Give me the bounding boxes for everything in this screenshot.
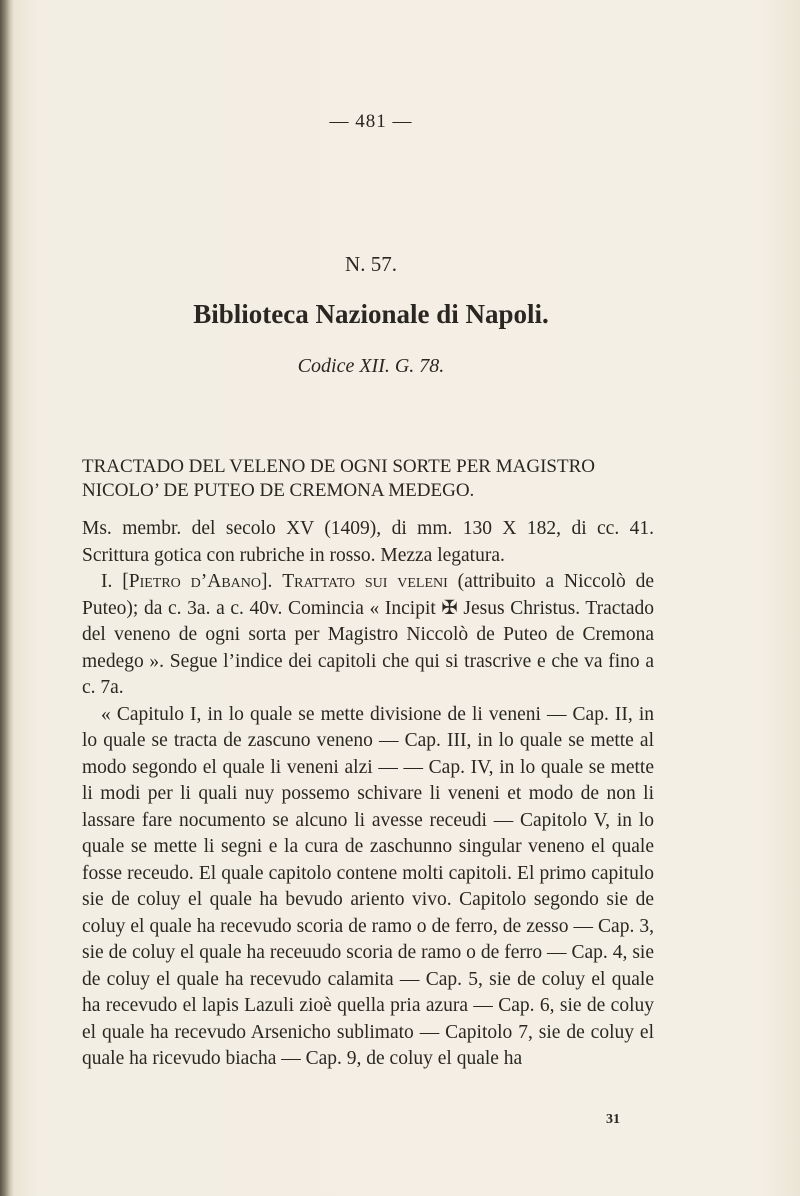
body-text <box>82 516 654 1073</box>
manuscript-title: TRACTADO DEL VELENO DE OGNI SORTE PER MAGISTRO NICOLO’ DE PUTEO DE CREMONA MEDEGO. <box>82 456 595 501</box>
item-entry <box>82 569 654 702</box>
item-author: [Pietro d’Abano]. <box>122 571 273 592</box>
item-numeral: I. <box>101 571 113 592</box>
entry-number: N. 57. <box>345 252 397 276</box>
chapters-index: « Capitulo I, in lo quale se mette divisione de li veneni — Cap. II, in lo quale se tracta de zascuno veneno — Cap. III, in lo quale se mette al modo segondo el quale li veneni alzi — — Cap. IV, in lo quale se mette li modi per li quali nuy possemo schivare li veneni et modo de non li lassare fare nocumento se alcuno li avesse receudi — Capitolo V, in lo quale se mette li segni e la cura de zaschunno singular veneno el quale fosse receudo. El quale capitolo contene molti capitoli. El primo capitulo sie de coluy el quale ha bevudo ariento vivo. Capitolo segondo sie de coluy el quale ha recevudo scoria de ramo o de ferro, de zesso — Cap. 3, sie de coluy el quale ha receuudo scoria de ramo o de ferro — Cap. 4, sie de coluy el quale ha recevudo calamita — Cap. 5, sie de coluy el quale ha recevudo el lapis Lazuli zioè quella pria azura — Cap. 6, sie de coluy el quale ha recevudo Arsenicho sublimato — Capitolo 7, sie de coluy el quale ha ricevudo biacha — Cap. 9, de coluy el quale ha <box>82 703 654 1069</box>
sheet-number: 31 <box>606 1112 620 1127</box>
manuscript-description: Ms. membr. del secolo XV (1409), di mm. 130 X 182, di cc. 41. Scrittura gotica con rubriche in rosso. Mezza legatura. <box>82 518 654 566</box>
codex-signature: Codice XII. G. 78. <box>297 355 445 377</box>
item-work: Trattato sui veleni <box>282 571 448 592</box>
library-heading: Biblioteca Nazionale di Napoli. <box>193 299 549 329</box>
page-number: — 481 — <box>329 111 413 132</box>
item-details: (attribuito a Niccolò de Puteo); da c. 3a. a c. 40v. Comincia « Incipit ✠ Jesus Christus. Tractado del veneno de ogni sorta per Magistro Niccolò de Puteo de Cremona medego ». Segue l’indice dei capitoli che qui si trascrive e che va fino a c. 7a. <box>82 571 655 698</box>
book-spine-edge <box>0 0 14 1196</box>
